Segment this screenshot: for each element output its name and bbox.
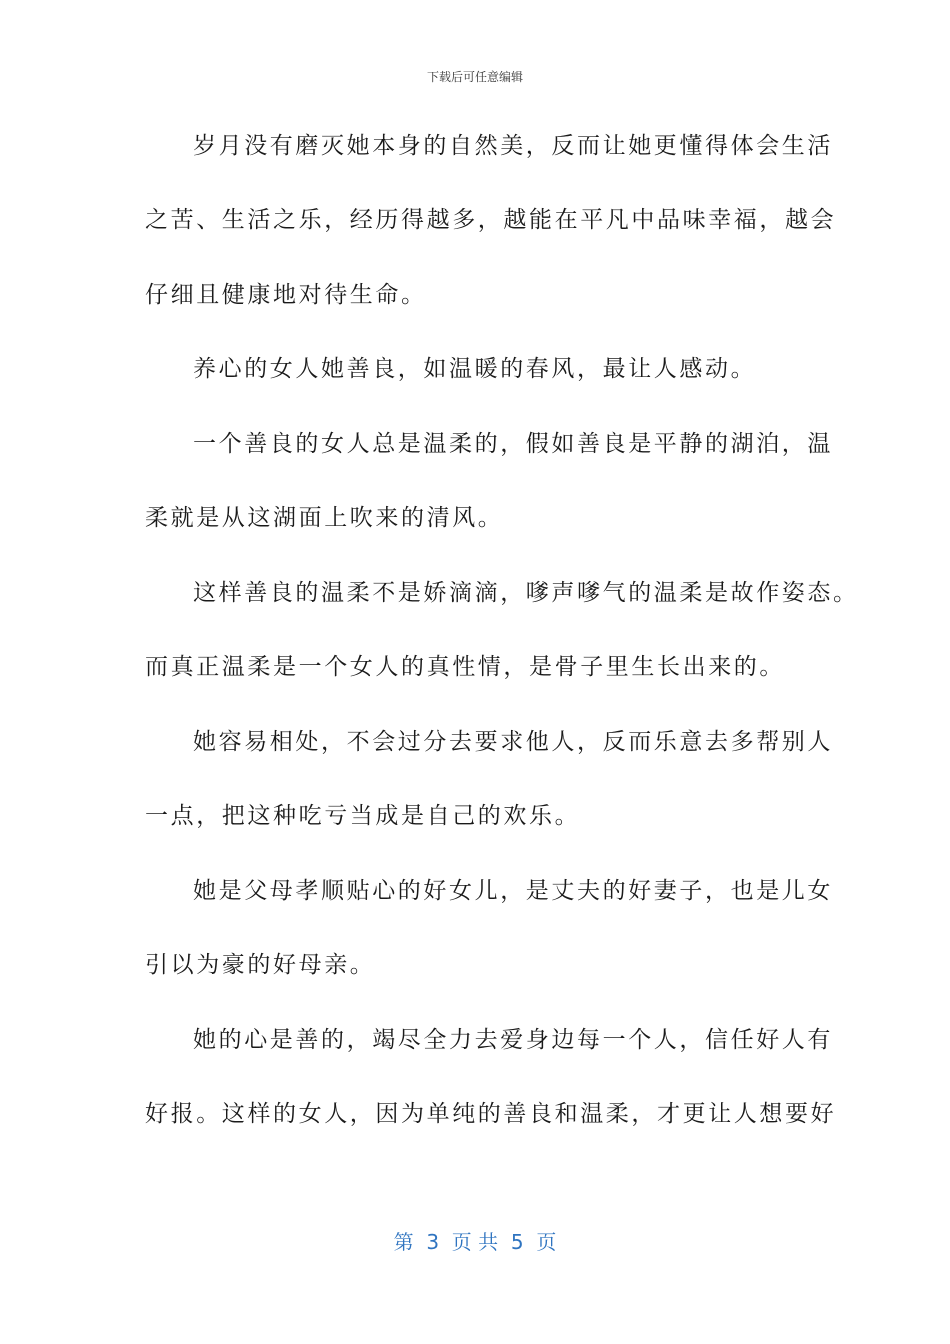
- paragraph-line: 之苦、生活之乐，经历得越多，越能在平凡中品味幸福，越会: [145, 207, 837, 233]
- paragraph-line: 她容易相处，不会过分去要求他人，反而乐意去多帮别人: [193, 729, 833, 755]
- paragraph-line: 这样善良的温柔不是娇滴滴，嗲声嗲气的温柔是故作姿态。: [193, 580, 859, 606]
- paragraph-line: 而真正温柔是一个女人的真性情，是骨子里生长出来的。: [145, 654, 785, 680]
- paragraph-line: 岁月没有磨灭她本身的自然美，反而让她更懂得体会生活: [193, 133, 833, 159]
- paragraph-line: 她的心是善的，竭尽全力去爱身边每一个人，信任好人有: [193, 1027, 833, 1053]
- paragraph-line: 好报。这样的女人，因为单纯的善良和温柔，才更让人想要好: [145, 1101, 837, 1127]
- paragraph-line: 仔细且健康地对待生命。: [145, 282, 427, 308]
- paragraph-line: 她是父母孝顺贴心的好女儿，是丈夫的好妻子，也是儿女: [193, 878, 833, 904]
- paragraph-line: 一个善良的女人总是温柔的，假如善良是平静的湖泊，温: [193, 431, 833, 457]
- page-header: 下载后可任意编辑: [426, 70, 523, 84]
- paragraph-line: 引以为豪的好母亲。: [145, 952, 376, 978]
- paragraph-line: 柔就是从这湖面上吹来的清风。: [145, 505, 504, 531]
- page-number-footer: 第 3 页 共 5 页: [393, 1230, 557, 1254]
- paragraph-line: 养心的女人她善良，如温暖的春风，最让人感动。: [193, 356, 757, 382]
- paragraph-line: 一点，把这种吃亏当成是自己的欢乐。: [145, 803, 581, 829]
